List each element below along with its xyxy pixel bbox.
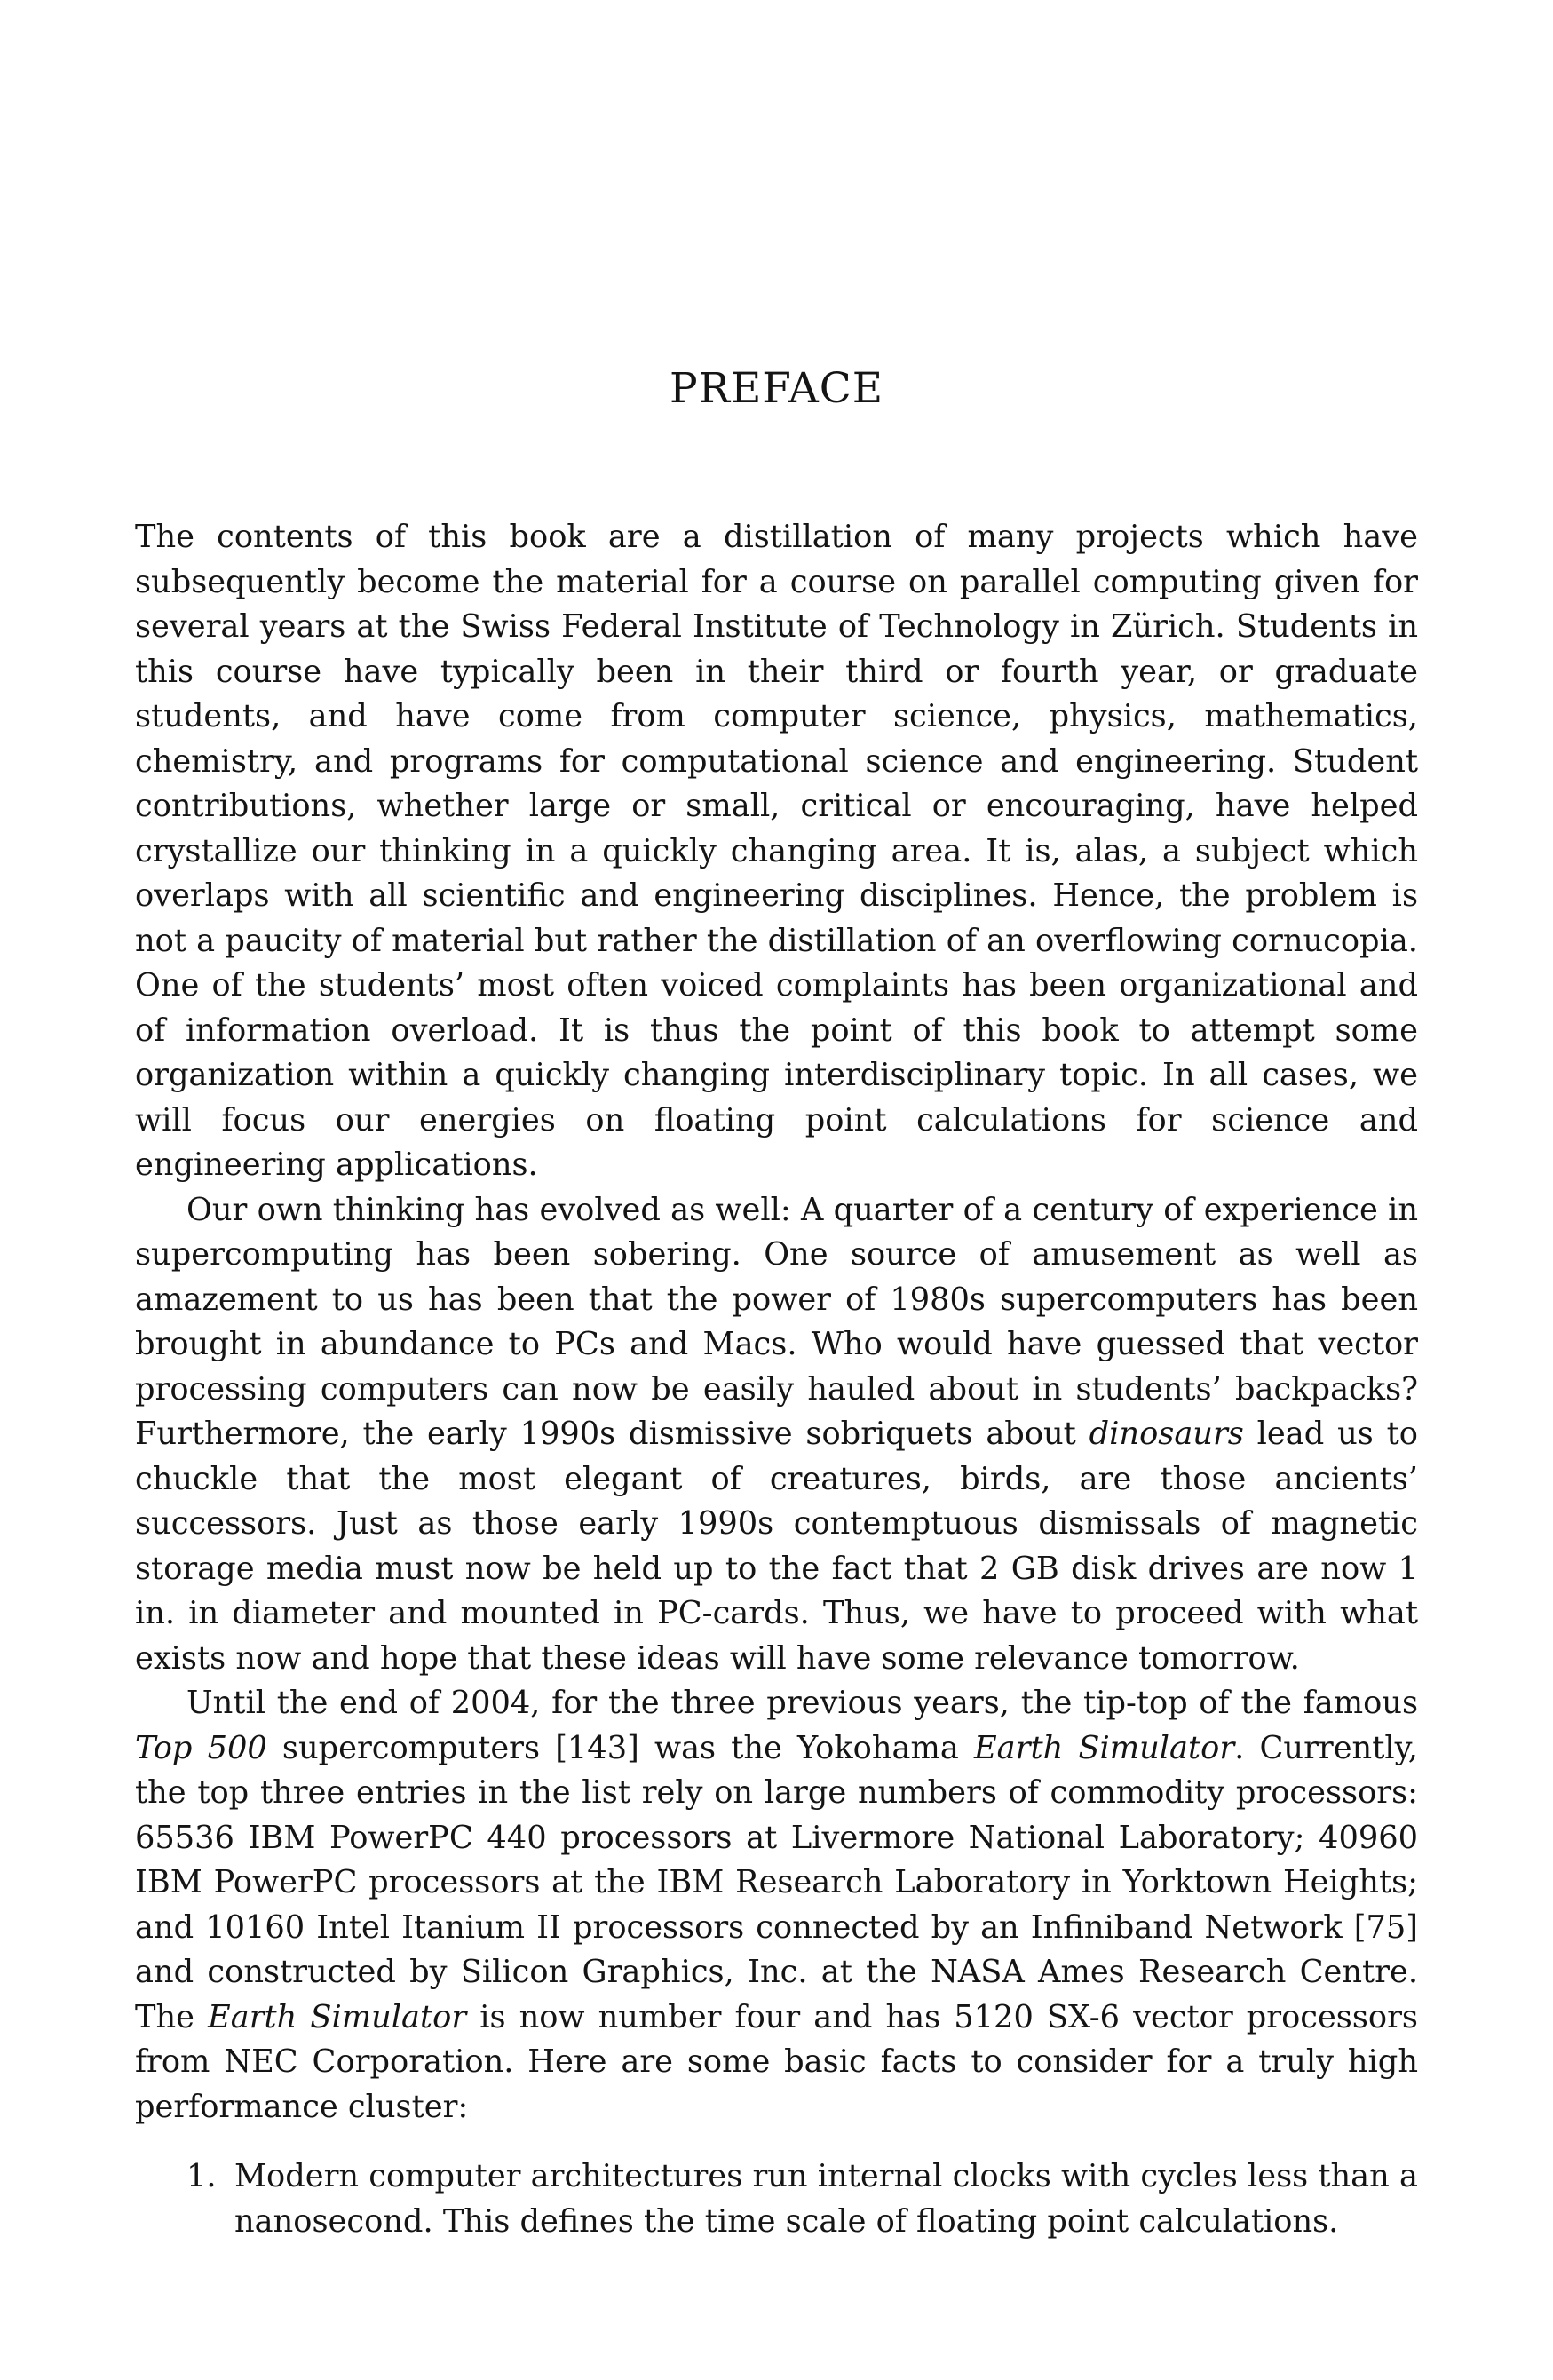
paragraph-3 <box>135 1681 1418 2130</box>
body-text <box>135 515 1418 2244</box>
paragraph-1-text: The contents of this book are a distillation of many projects which have subsequently become the material for a course on parallel computing given for several years at the Swiss Federal Institute of Technology in Zürich. Students in this course have typically been in their third or fourth year, or graduate students, and have come from computer science, physics, mathematics, chemistry, and programs for computational science and engineering. Student contributions, whether large or small, critical or encouraging, have helped crystallize our thinking in a quickly changing area. It is, alas, a subject which overlaps with all scientific and engineering disciplines. Hence, the problem is not a paucity of material but rather the distillation of an overflowing cornucopia. One of the students’ most often voiced complaints has been organizational and of information overload. It is thus the point of this book to attempt some organization within a quickly changing interdisciplinary topic. In all cases, we will focus our energies on floating point calculations for science and engineering applications. <box>135 519 1418 1183</box>
page-title: PREFACE <box>669 364 884 413</box>
paragraph-3-italic-earth-simulator-2: Earth Simulator <box>208 1998 467 2035</box>
paragraph-3-text-d: is now number four and has 5120 SX-6 vector processors from NEC Corporation. Here are some basic facts to consider for a truly high performance cluster: <box>135 1998 1418 2125</box>
paragraph-2-text-a: Our own thinking has evolved as well: A quarter of a century of experience in supercomputing has been sobering. One source of amusement as well as amazement to us has been that the power of 1980s supercomputers has been brought in abundance to PCs and Macs. Who would have guessed that vector processing computers can now be easily hauled about in students’ backpacks? Furthermore, the early 1990s dismissive sobriquets about <box>135 1191 1418 1452</box>
paragraph-2 <box>135 1188 1418 1682</box>
paragraph-2-text-b: lead us to chuckle that the most elegant of creatures, birds, are those ancients’ successors. Just as those early 1990s contemptuous dismissals of magnetic storage media must now be held up to the fact that 2 GB disk drives are now 1 in. in diameter and mounted in PC-cards. Thus, we have to proceed with what exists now and hope that these ideas will have some relevance tomorrow. <box>135 1416 1418 1677</box>
paragraph-3-text-b: supercomputers [143] was the Yokohama <box>266 1729 974 1766</box>
paragraph-3-text-a: Until the end of 2004, for the three previous years, the tip-top of the famous <box>186 1685 1418 1721</box>
paragraph-3-italic-earth-simulator-1: Earth Simulator <box>973 1729 1235 1766</box>
paragraph-3-text-c: . Currently, the top three entries in the list rely on large numbers of commodity processors: 65536 IBM PowerPC 440 processors at Livermore National Laboratory; 40960 IBM PowerPC processors at the IBM Research Laboratory in Yorktown Heights; and 10160 Intel Itanium II processors connected by an Infiniband Network [75] and constructed by Silicon Graphics, Inc. at the NASA Ames Research Centre. The <box>135 1729 1418 2035</box>
facts-list <box>135 2154 1418 2244</box>
list-item-number: 1. <box>186 2158 217 2194</box>
list-item <box>135 2154 1418 2244</box>
paragraph-1 <box>135 515 1418 1188</box>
paragraph-2-italic-dinosaurs: dinosaurs <box>1089 1416 1244 1452</box>
paragraph-3-italic-top500: Top 500 <box>135 1729 267 1766</box>
list-item-text: Modern computer architectures run internal clocks with cycles less than a nanosecond. This defines the time scale of floating point calculations. <box>234 2158 1418 2240</box>
